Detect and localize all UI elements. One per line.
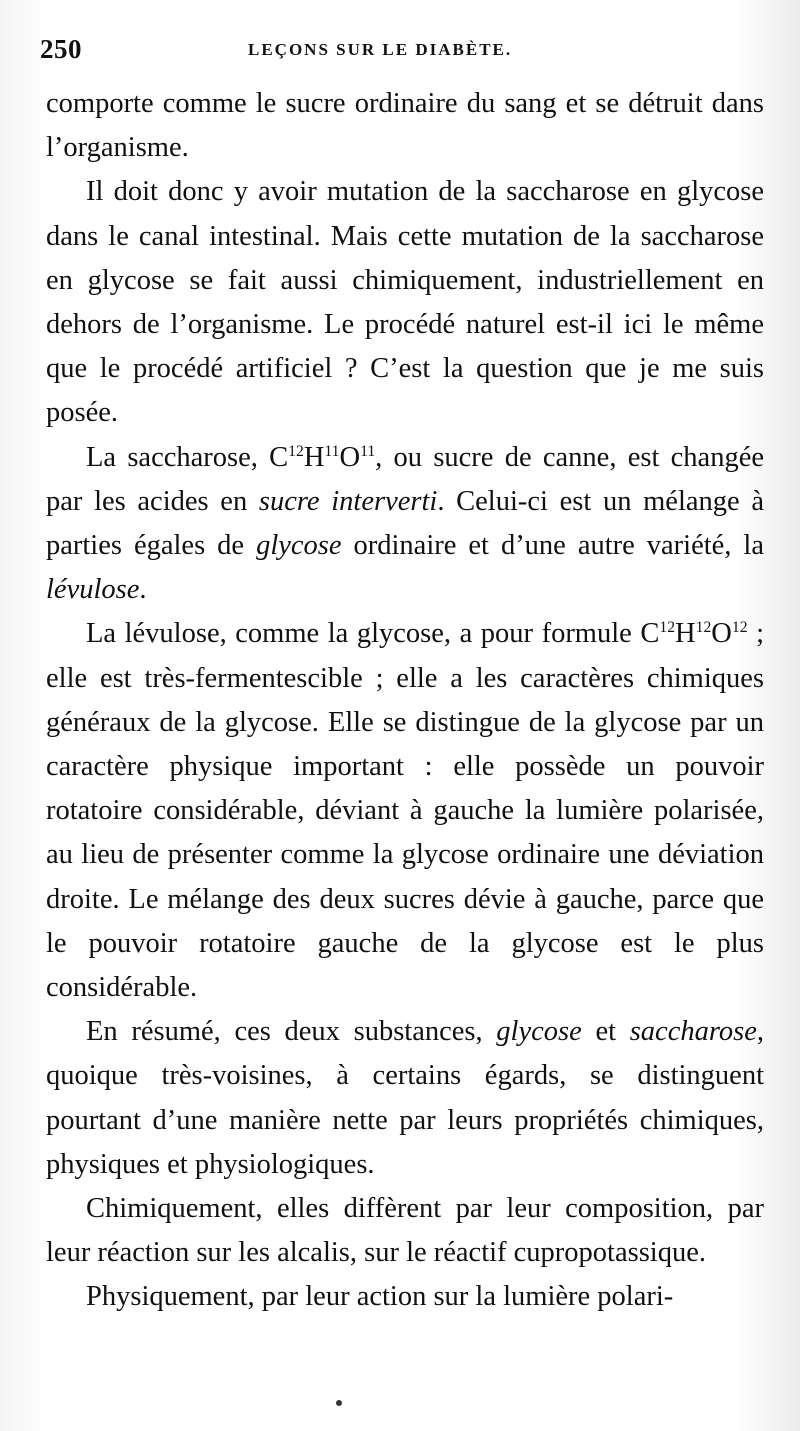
italic-term: glycose (256, 530, 342, 562)
running-title: LEÇONS SUR LE DIABÈTE. (248, 40, 513, 59)
paragraph-7-text: Physiquement, par leur action sur la lumière polari- (86, 1281, 674, 1313)
formula-superscript: 11 (360, 442, 376, 460)
paragraph-5-text: En résumé, ces deux substances, (86, 1016, 497, 1048)
footer-dot (336, 1400, 342, 1406)
formula-element: O (711, 618, 732, 650)
paragraph-2 (46, 170, 764, 435)
paragraph-3-text: La saccharose, C (86, 441, 289, 473)
paragraph-4 (46, 612, 764, 1010)
formula-superscript: 12 (659, 619, 676, 637)
paragraph-5 (46, 1010, 764, 1187)
italic-term: saccharose (629, 1016, 757, 1048)
paragraph-7 (46, 1275, 764, 1319)
paragraph-4-text: La lévulose, comme la glycose, a pour formule C (86, 618, 660, 650)
paragraph-2-text: Il doit donc y avoir mutation de la saccharose en glycose dans le canal intestinal. Mais cette mutation de la saccharose en glycose se fait aussi chimiquement, industriellement en dehors de l’organisme. Le procédé naturel est-il ici le même que le procédé artificiel ? C’est la question que je me suis posée. (46, 176, 764, 429)
formula-element: H (303, 441, 325, 473)
italic-term: sucre interverti (258, 485, 438, 517)
formula-superscript: 12 (695, 619, 712, 637)
formula-superscript: 12 (731, 619, 748, 637)
paragraph-5-text: et (581, 1016, 630, 1048)
paragraph-3-text: , ou sucre de canne, est changée par les acides en (46, 441, 764, 517)
paragraph-3 (46, 436, 764, 613)
paragraph-3-text: . Celui-ci est un mélange à parties égales de (46, 485, 764, 562)
paragraph-5-text: , quoique très-voisines, à certains égards, se distinguent pourtant d’une manière nette par leurs propriétés chimiques, physiques et physiologiques. (46, 1016, 764, 1180)
italic-term: glycose (496, 1016, 582, 1048)
formula-superscript: 12 (288, 442, 304, 460)
paragraph-1-text: comporte comme le sucre ordinaire du sang et se détruit dans l’organisme. (46, 88, 764, 164)
paragraph-3-text: ordinaire et d’une autre variété, la (341, 530, 764, 562)
formula-element: H (675, 618, 696, 650)
paragraph-3-text: . (139, 574, 147, 606)
paragraph-1 (46, 82, 764, 170)
page-number: 250 (40, 34, 82, 64)
formula-element: O (339, 441, 361, 473)
paragraph-6 (46, 1187, 764, 1275)
formula-superscript: 11 (324, 442, 340, 460)
italic-term: lévulose (46, 574, 140, 606)
paragraph-4-text: ; elle est très-fermentescible ; elle a les caractères chimiques généraux de la glycose. Elle se distingue de la glycose par un caractère physique important : elle possède un pouvoir rotatoire considérable, déviant à gauche la lumière polarisée, au lieu de présenter comme la glycose ordinaire une déviation droite. Le mélange des deux sucres dévie à gauche, parce que le pouvoir rotatoire gauche de la glycose est le plus considérable. (46, 618, 764, 1004)
body-text (46, 82, 764, 1320)
page-header (38, 34, 758, 70)
paragraph-6-text: Chimiquement, elles diffèrent par leur composition, par leur réaction sur les alcalis, sur le réactif cupropotassique. (46, 1193, 764, 1269)
